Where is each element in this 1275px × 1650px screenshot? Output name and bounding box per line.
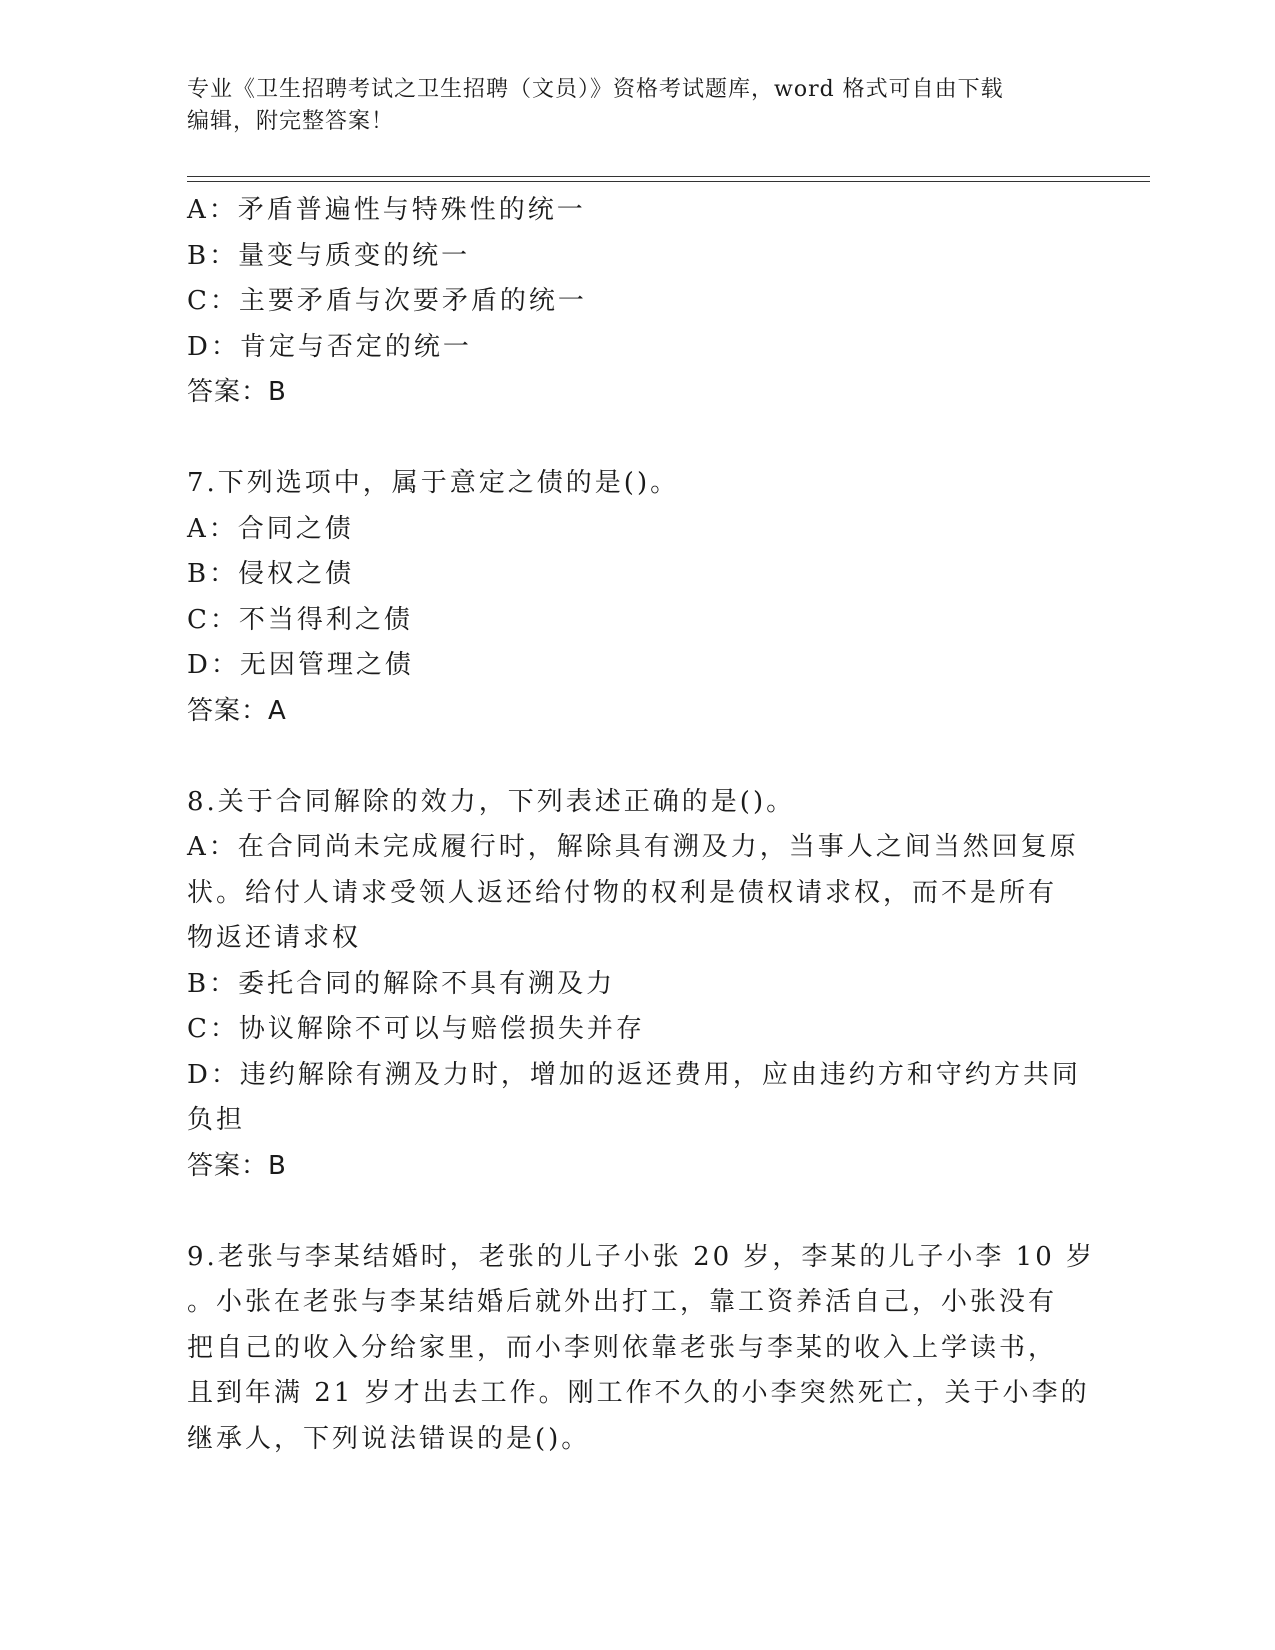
spacer — [187, 734, 1072, 780]
header-divider-top — [187, 176, 1150, 177]
option-a-line-2: 状。给付人请求受领人返还给付物的权利是债权请求权，而不是所有 — [187, 877, 1058, 908]
answer: 答案：B — [187, 1150, 287, 1181]
question-text-line-1: 9.老张与李某结婚时，老张的儿子小张 20 岁，李某的儿子小李 10 岁 — [187, 1241, 1096, 1272]
header-line-1: 专业《卫生招聘考试之卫生招聘（文员）》资格考试题库，word 格式可自由下载 — [187, 77, 1004, 102]
option-d-line-2: 负担 — [187, 1105, 246, 1135]
option-d-line-1: D：违约解除有溯及力时，增加的返还费用，应由违约方和守约方共同 — [187, 1059, 1081, 1090]
answer: 答案：B — [187, 377, 287, 407]
option-a: A：矛盾普遍性与特殊性的统一 — [187, 195, 586, 225]
option-a-line-3: 物返还请求权 — [187, 923, 362, 953]
option-c: C：主要矛盾与次要矛盾的统一 — [187, 286, 587, 316]
option-d: D：肯定与否定的统一 — [187, 331, 472, 362]
option-c: C：不当得利之债 — [187, 604, 413, 635]
option-d: D：无因管理之债 — [187, 650, 414, 680]
question-text-line-3: 把自己的收入分给家里，而小李则依靠老张与李某的收入上学读书， — [187, 1332, 1058, 1363]
option-a: A：合同之债 — [187, 513, 354, 544]
question-text: 7.下列选项中，属于意定之债的是()。 — [187, 468, 680, 498]
option-b: B：量变与质变的统一 — [187, 240, 471, 271]
question-6 — [187, 188, 1072, 416]
option-a-line-1: A：在合同尚未完成履行时，解除具有溯及力，当事人之间当然回复原 — [187, 832, 1079, 862]
header-line-2: 编辑，附完整答案！ — [187, 109, 395, 134]
spacer — [187, 1189, 1072, 1235]
question-list — [187, 188, 1096, 1462]
question-text: 8.关于合同解除的效力，下列表述正确的是()。 — [187, 786, 796, 817]
spacer — [187, 416, 1072, 462]
question-text-line-4: 且到年满 21 岁才出去工作。刚工作不久的小李突然死亡，关于小李的 — [187, 1378, 1090, 1408]
option-b: B：侵权之债 — [187, 559, 355, 589]
option-b: B：委托合同的解除不具有溯及力 — [187, 968, 616, 999]
option-c: C：协议解除不可以与赔偿损失并存 — [187, 1014, 645, 1044]
question-9 — [187, 1235, 1096, 1463]
question-8 — [187, 780, 1081, 1190]
question-text-line-2: 。小张在老张与李某结婚后就外出打工，靠工资养活自己，小张没有 — [187, 1287, 1058, 1317]
header-divider-bottom — [187, 181, 1150, 182]
question-7 — [187, 461, 1072, 734]
document-header — [187, 74, 1087, 138]
answer: 答案：A — [187, 695, 287, 726]
question-text-line-5: 继承人，下列说法错误的是()。 — [187, 1423, 591, 1454]
